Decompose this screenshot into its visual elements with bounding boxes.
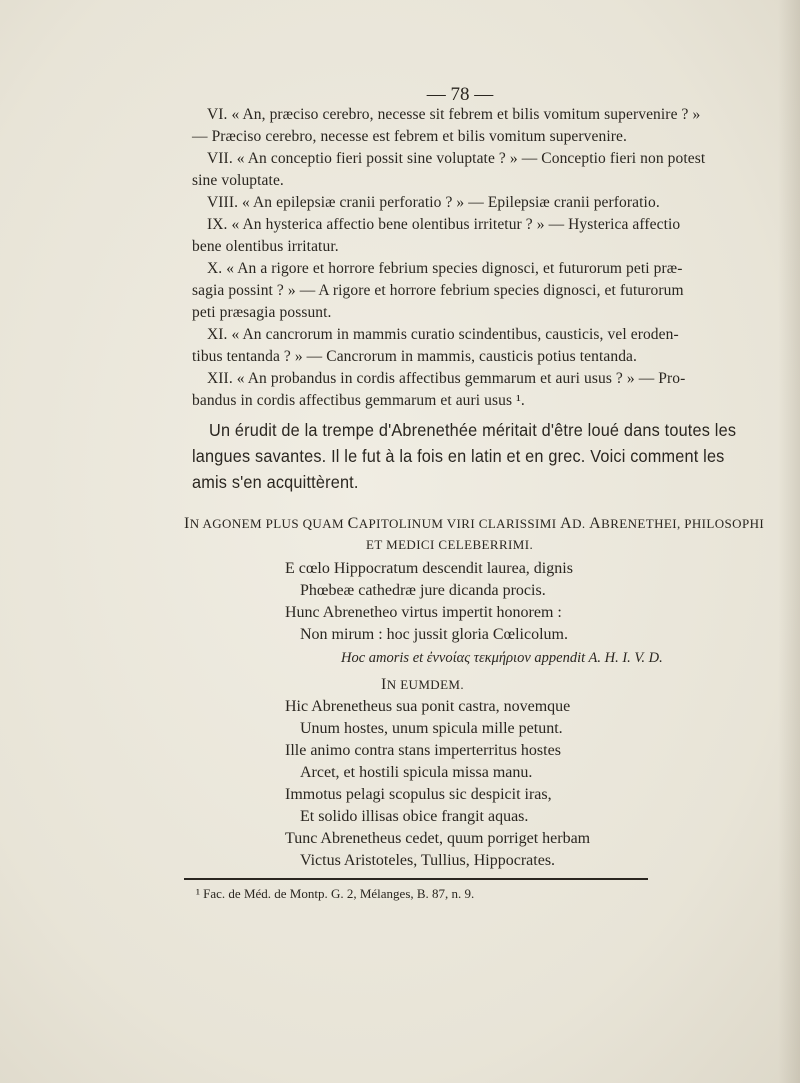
question-line: sagia possint ? » — A rigore et horrore febrium species dignosci, et futurorum <box>192 282 684 299</box>
poem-heading-2 <box>381 676 464 694</box>
verse-line: Immotus pelagi scopulus sic despicit iras, <box>285 786 552 803</box>
page-edge-shadow <box>778 0 800 1083</box>
verse-line: Unum hostes, unum spicula mille petunt. <box>300 720 563 737</box>
poem-heading-1 <box>184 515 764 533</box>
heading-line: IN AGONEM PLUS QUAM CAPITOLINUM VIRI CLARISSIMI AD. ABRENETHEI, PHILOSOPHI <box>184 515 765 532</box>
verse-line: Victus Aristoteles, Tullius, Hippocrates. <box>300 852 556 869</box>
question-line: bandus in cordis affectibus gemmarum et auri usus ¹. <box>192 392 525 409</box>
question-line: — Præciso cerebro, necesse est febrem et bilis vomitum supervenire. <box>192 128 627 145</box>
poem-heading-1-cont <box>366 537 533 553</box>
verse-line: Phœbeæ cathedræ jure dicanda procis. <box>300 582 546 599</box>
question-line: sine voluptate. <box>192 172 284 189</box>
question-line: VIII. « An epilepsiæ cranii perforatio ? » — Epilepsiæ cranii perforatio. <box>207 194 660 211</box>
dedication-signature: Hoc amoris et ἐννοίας τεκμήριον appendit A. H. I. V. D. <box>341 650 663 666</box>
question-line: bene olentibus irritatur. <box>192 238 339 255</box>
verse-line: Ille animo contra stans imperterritus hostes <box>285 742 561 759</box>
paragraph-line: Un érudit de la trempe d'Abrenethée méritait d'être loué dans toutes les <box>209 420 737 440</box>
heading-line: ET MEDICI CELEBERRIMI. <box>366 537 534 552</box>
verse-line: Hic Abrenetheus sua ponit castra, novemque <box>285 698 571 715</box>
verse-line: Non mirum : hoc jussit gloria Cœlicolum. <box>300 626 568 643</box>
question-line: tibus tentanda ? » — Cancrorum in mammis, causticis potius tentanda. <box>192 348 638 365</box>
footnote: ¹ Fac. de Méd. de Montp. G. 2, Mélanges, B. 87, n. 9. <box>196 886 475 901</box>
verse-line: E cœlo Hippocratum descendit laurea, dignis <box>285 560 573 577</box>
page-number: — 78 — <box>426 84 494 105</box>
question-line: peti præsagia possunt. <box>192 304 332 321</box>
verse-line: Arcet, et hostili spicula missa manu. <box>300 764 533 781</box>
verse-line: Hunc Abrenetheo virtus impertit honorem : <box>285 604 562 621</box>
heading-line: IN EUMDEM. <box>381 676 465 693</box>
question-line: IX. « An hysterica affectio bene olentibus irritetur ? » — Hysterica affectio <box>207 216 681 233</box>
question-line: VI. « An, præciso cerebro, necesse sit febrem et bilis vomitum supervenire ? » <box>207 106 701 123</box>
question-line: X. « An a rigore et horrore febrium species dignosci, et futurorum peti præ- <box>207 260 683 277</box>
verse-line: Tunc Abrenetheus cedet, quum porriget herbam <box>285 830 591 847</box>
question-line: XI. « An cancrorum in mammis curatio scindentibus, causticis, vel eroden- <box>207 326 679 343</box>
paragraph-line: langues savantes. Il le fut à la fois en latin et en grec. Voici comment les <box>192 446 725 466</box>
question-line: VII. « An conceptio fieri possit sine voluptate ? » — Conceptio fieri non potest <box>207 150 706 167</box>
question-line: XII. « An probandus in cordis affectibus gemmarum et auri usus ? » — Pro- <box>207 370 686 387</box>
footnote-rule <box>184 878 648 880</box>
paragraph-line: amis s'en acquittèrent. <box>192 472 359 492</box>
verse-line: Et solido illisas obice frangit aquas. <box>300 808 529 825</box>
